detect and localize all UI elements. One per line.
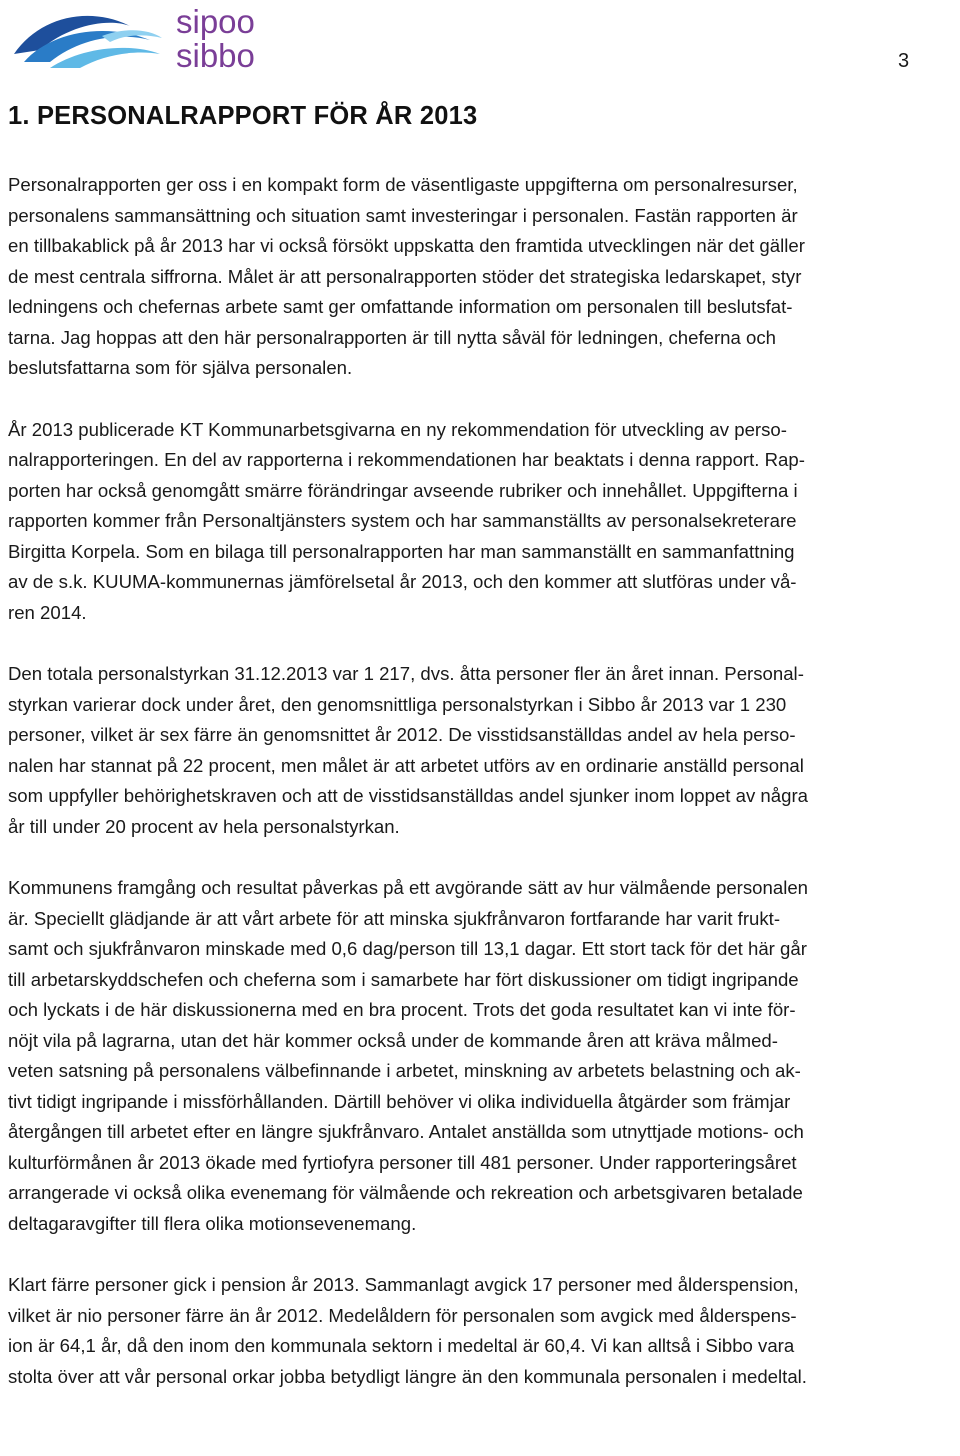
text-line: ledningens och chefernas arbete samt ger omfattande information om personalen till beslutsfat- [8, 296, 793, 317]
text-line: som uppfyller behörighetskraven och att de visstidsanställdas andel sjunker inom loppet av några [8, 785, 808, 806]
text-line: vilket är nio personer färre än år 2012. Medelåldern för personalen som avgick med ålderspens- [8, 1304, 797, 1326]
text-line: deltagaravgifter till flera olika motionsevenemang. [8, 1212, 417, 1234]
text-line: Klart färre personer gick i pension år 2013. Sammanlagt avgick 17 personer med ålderspension, [8, 1274, 799, 1295]
text-line: de mest centrala siffrorna. Målet är att personalrapporten stöder det strategiska ledarskapet, styr [8, 265, 802, 287]
text-line: samt och sjukfrånvaron minskade med 0,6 dag/person till 13,1 dagar. Ett stort tack för det här går [8, 938, 807, 959]
text-line: arrangerade vi också olika evenemang för välmående och rekreation och arbetsgivaren betalade [8, 1182, 803, 1203]
paragraph-pensions [8, 1270, 952, 1392]
text-line: och lyckats i de här diskussionerna med en bra procent. Trots det goda resultatet kan vi inte för- [8, 999, 796, 1020]
text-line: är. Speciellt glädjande är att vårt arbete för att minska sjukfrånvaron fortfarande har varit frukt- [8, 907, 781, 929]
text-line: ren 2014. [8, 601, 87, 623]
text-line: veten satsning på personalens välbefinnande i arbetet, minskning av arbetets belastning och ak- [8, 1060, 801, 1081]
text-line: återgången till arbetet efter en längre sjukfrånvaro. Antalet anställda som utnyttjade motions- och [8, 1121, 804, 1142]
text-line: till arbetarskyddschefen och cheferna som i samarbete har fört diskussioner om tidigt ingripande [8, 968, 799, 990]
text-line: nalen har stannat på 22 procent, men målet är att arbetet utförs av en ordinarie anställd personal [8, 754, 804, 776]
paragraph-staff-size [8, 659, 952, 842]
page-number: 3 [898, 50, 910, 72]
text-line: stolta över att vår personal orkar jobba betydligt längre än den kommunala personalen i medeltal. [8, 1365, 807, 1387]
paragraph-recommendation [8, 415, 952, 629]
text-line: Personalrapporten ger oss i en kompakt form de väsentligaste uppgifterna om personalresurser, [8, 174, 798, 195]
text-line: porten har också genomgått smärre förändringar avseende rubriker och innehållet. Uppgifterna i [8, 479, 798, 501]
text-line: tivt tidigt ingripande i missförhållanden. Därtill behöver vi olika individuella åtgärder som främjar [8, 1090, 791, 1112]
sipoo-sibbo-logo [10, 2, 272, 72]
text-line: Den totala personalstyrkan 31.12.2013 var 1 217, dvs. åtta personer fler än året innan. Personal- [8, 663, 804, 684]
paragraph-wellbeing [8, 873, 952, 1239]
text-line: rapporten kommer från Personaltjänsters system och har sammanställts av personalsekreterare [8, 510, 797, 531]
paragraph-intro [8, 170, 952, 384]
text-line: nalrapporteringen. En del av rapporterna i rekommendationen har beaktats i denna rapport. Rap- [8, 449, 805, 470]
text-line: styrkan varierar dock under året, den genomsnittliga personalstyrkan i Sibbo år 2013 var 1 230 [8, 693, 787, 715]
text-line: år till under 20 procent av hela personalstyrkan. [8, 815, 400, 837]
text-line: nöjt vila på lagrarna, utan det här kommer också under de kommande åren att kräva målmed- [8, 1029, 778, 1051]
text-line: personalens sammansättning och situation samt investeringar i personalen. Fastän rapporten är [8, 204, 798, 226]
text-line: tarna. Jag hoppas att den här personalrapporten är till nytta såväl för ledningen, cheferna och [8, 326, 776, 348]
text-line: en tillbakablick på år 2013 har vi också försökt uppskatta den framtida utvecklingen när det gäller [8, 235, 805, 256]
text-line: Kommunens framgång och resultat påverkas på ett avgörande sätt av hur välmående personalen [8, 877, 809, 898]
text-line: ion är 64,1 år, då den inom den kommunala sektorn i medeltal är 60,4. Vi kan alltså i Sibbo vara [8, 1335, 795, 1356]
text-line: personer, vilket är sex färre än genomsnittet år 2012. De visstidsanställdas andel av hela perso- [8, 724, 796, 745]
text-line: kulturförmånen år 2013 ökade med fyrtiofyra personer till 481 personer. Under rapporteringsåret [8, 1151, 797, 1173]
body-text [8, 170, 952, 1423]
page-title: 1. PERSONALRAPPORT FÖR ÅR 2013 [8, 102, 478, 130]
logo-text-sibbo: sibbo [176, 37, 255, 72]
text-line: Birgitta Korpela. Som en bilaga till personalrapporten har man sammanställt en sammanfattning [8, 540, 795, 562]
text-line: År 2013 publicerade KT Kommunarbetsgivarna en ny rekommendation för utveckling av perso- [8, 418, 787, 440]
logo-text-sipoo: sipoo [176, 3, 255, 40]
text-line: beslutsfattarna som för själva personalen. [8, 357, 353, 378]
text-line: av de s.k. KUUMA-kommunernas jämförelsetal år 2013, och den kommer att slutföras under vå- [8, 571, 797, 592]
